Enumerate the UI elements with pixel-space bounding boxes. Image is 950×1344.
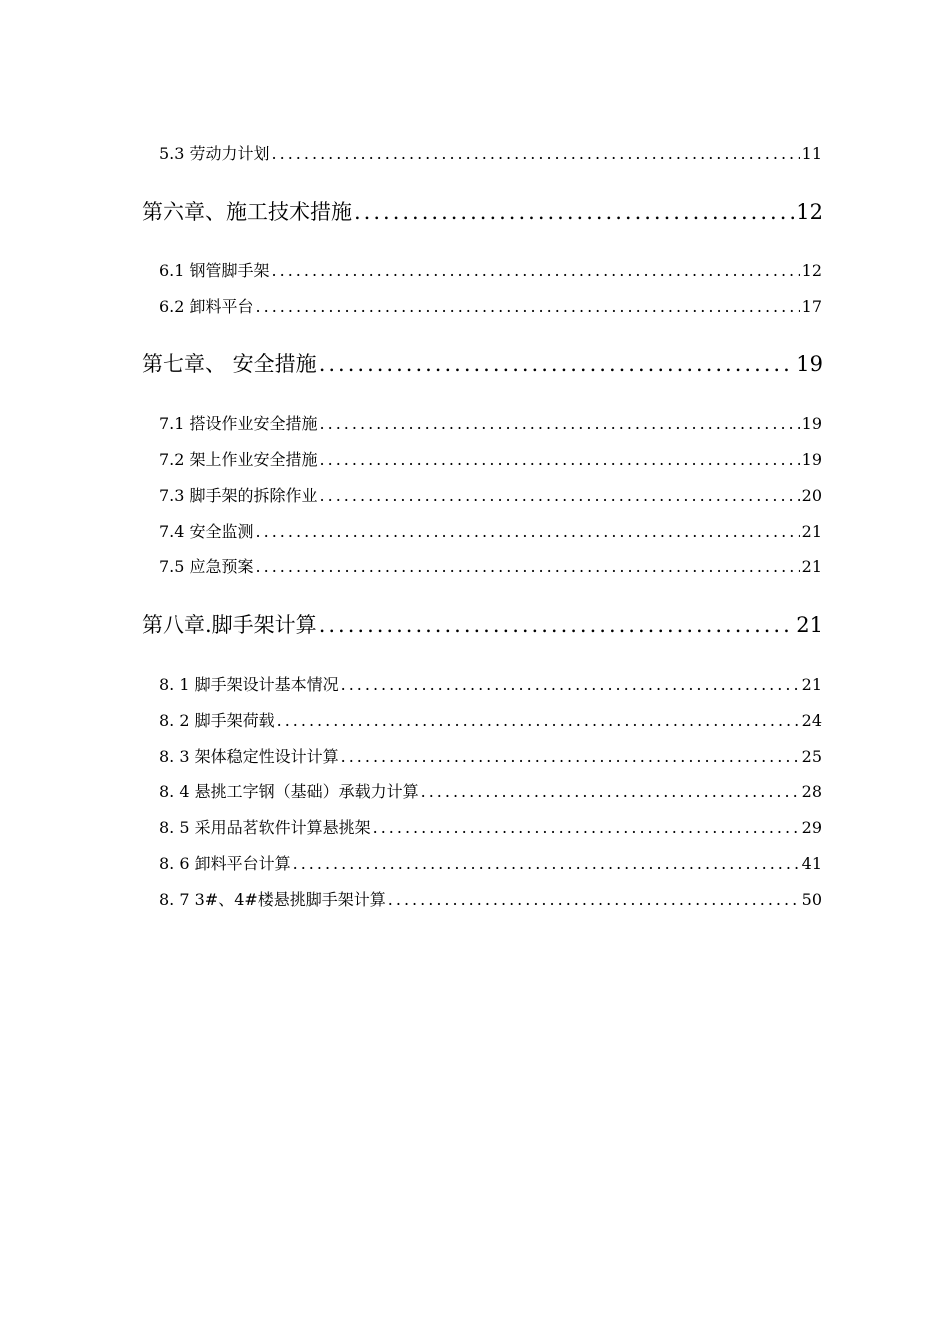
toc-dot-leader	[256, 297, 800, 316]
toc-dot-leader	[320, 486, 800, 505]
toc-entry-6-2[interactable]	[159, 294, 822, 317]
toc-page-number: 21	[801, 675, 822, 694]
toc-entry-7-5[interactable]	[159, 554, 822, 577]
toc-entry-8-5[interactable]	[159, 815, 822, 838]
toc-page-number: 21	[801, 522, 822, 541]
toc-dot-leader	[341, 747, 800, 766]
toc-entry-8-4[interactable]	[159, 779, 822, 802]
toc-page-number: 19	[801, 414, 822, 433]
toc-entry-title: 8. 5 采用品茗软件计算悬挑架	[159, 818, 371, 837]
toc-chapter-6[interactable]	[142, 196, 823, 226]
toc-entry-title: 7.2 架上作业安全措施	[159, 450, 318, 469]
toc-page-number: 41	[801, 854, 822, 873]
toc-entry-title: 6.2 卸料平台	[159, 297, 254, 316]
toc-entry-5-3[interactable]	[159, 141, 822, 164]
toc-entry-7-1[interactable]	[159, 411, 822, 434]
toc-dot-leader	[341, 675, 800, 694]
toc-chapter-title: 第六章、施工技术措施	[142, 200, 352, 224]
toc-dot-leader	[272, 144, 800, 163]
toc-dot-leader	[319, 352, 795, 376]
toc-entry-title: 6.1 钢管脚手架	[159, 261, 270, 280]
toc-entry-8-3[interactable]	[159, 744, 822, 767]
toc-entry-7-4[interactable]	[159, 519, 822, 542]
toc-entry-title: 7.3 脚手架的拆除作业	[159, 486, 318, 505]
toc-entry-title: 8. 6 卸料平台计算	[159, 854, 291, 873]
toc-entry-8-7[interactable]	[159, 887, 822, 910]
toc-chapter-title: 第八章.脚手架计算	[142, 613, 317, 637]
toc-dot-leader	[421, 782, 800, 801]
toc-page-number: 25	[801, 747, 822, 766]
toc-page-number: 50	[801, 890, 822, 909]
toc-dot-leader	[277, 711, 800, 730]
toc-chapter-7[interactable]	[142, 348, 823, 378]
toc-entry-title: 8. 7 3#、4#楼悬挑脚手架计算	[159, 890, 386, 909]
toc-page-number: 29	[801, 818, 822, 837]
toc-page-number: 20	[801, 486, 822, 505]
toc-entry-title: 7.4 安全监测	[159, 522, 254, 541]
toc-dot-leader	[320, 414, 800, 433]
toc-entry-title: 5.3 劳动力计划	[159, 144, 270, 163]
toc-page-number: 19	[801, 450, 822, 469]
toc-page-number: 17	[801, 297, 822, 316]
toc-chapter-8[interactable]	[142, 609, 823, 639]
toc-page-number: 28	[801, 782, 822, 801]
toc-page-number: 12	[796, 200, 823, 224]
toc-entry-title: 7.1 搭设作业安全措施	[159, 414, 318, 433]
toc-entry-title: 8. 2 脚手架荷载	[159, 711, 275, 730]
toc-dot-leader	[272, 261, 800, 280]
toc-page-number: 11	[801, 144, 822, 163]
toc-page-number: 12	[801, 261, 822, 280]
toc-dot-leader	[256, 557, 800, 576]
toc-entry-title: 8. 4 悬挑工字钢（基础）承载力计算	[159, 782, 419, 801]
toc-dot-leader	[373, 818, 800, 837]
toc-dot-leader	[320, 450, 800, 469]
toc-entry-title: 7.5 应急预案	[159, 557, 254, 576]
toc-entry-8-2[interactable]	[159, 708, 822, 731]
toc-dot-leader	[256, 522, 800, 541]
toc-dot-leader	[354, 200, 794, 224]
toc-dot-leader	[388, 890, 800, 909]
toc-chapter-title: 第七章、 安全措施	[142, 352, 317, 376]
toc-entry-7-2[interactable]	[159, 447, 822, 470]
toc-entry-title: 8. 1 脚手架设计基本情况	[159, 675, 339, 694]
toc-entry-title: 8. 3 架体稳定性设计计算	[159, 747, 339, 766]
toc-dot-leader	[293, 854, 800, 873]
toc-page-number: 21	[796, 613, 823, 637]
toc-page-number: 24	[801, 711, 822, 730]
toc-entry-8-1[interactable]	[159, 672, 822, 695]
toc-entry-6-1[interactable]	[159, 258, 822, 281]
toc-entry-8-6[interactable]	[159, 851, 822, 874]
toc-entry-7-3[interactable]	[159, 483, 822, 506]
toc-page-number: 21	[801, 557, 822, 576]
toc-page-number: 19	[796, 352, 823, 376]
toc-dot-leader	[319, 613, 795, 637]
